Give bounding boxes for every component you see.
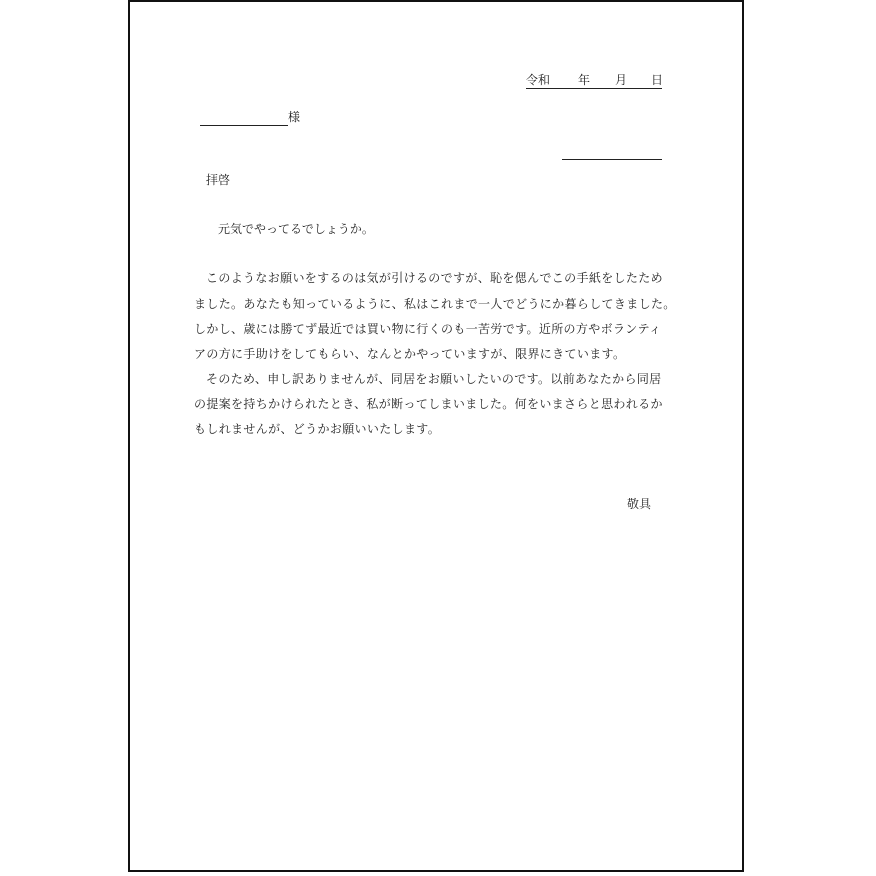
sender-name-line bbox=[562, 143, 662, 160]
date-day-label: 日 bbox=[651, 73, 664, 87]
recipient-name-line bbox=[200, 109, 288, 126]
body-line: このようなお願いをするのは気が引けるのですが、恥を偲んでこの手紙をしたため bbox=[206, 271, 663, 285]
closing-salutation: 敬具 bbox=[627, 497, 652, 511]
date-era: 令和 bbox=[526, 73, 551, 87]
date-year-label: 年 bbox=[578, 73, 591, 87]
greeting-line: 元気でやってるでしょうか。 bbox=[218, 222, 374, 236]
body-line: もしれませんが、どうかお願いいたします。 bbox=[194, 422, 441, 436]
body-line: しかし、歳には勝てず最近では買い物に行くのも一苦労です。近所の方やボランティ bbox=[194, 322, 662, 336]
body-line: の提案を持ちかけられたとき、私が断ってしまいました。何をいまさらと思われるか bbox=[194, 397, 663, 411]
letter-page bbox=[128, 0, 744, 872]
body-line: そのため、申し訳ありませんが、同居をお願いしたいのです。以前あなたから同居 bbox=[206, 372, 662, 386]
recipient-suffix: 様 bbox=[288, 110, 301, 124]
body-line: アの方に手助けをしてもらい、なんとかやっていますが、限界にきています。 bbox=[194, 347, 626, 361]
body-line: ました。あなたも知っているように、私はこれまで一人でどうにか暮らしてきました。 bbox=[194, 297, 676, 311]
opening-salutation: 拝啓 bbox=[206, 173, 231, 187]
date-month-label: 月 bbox=[615, 73, 628, 87]
date-field bbox=[526, 72, 662, 89]
